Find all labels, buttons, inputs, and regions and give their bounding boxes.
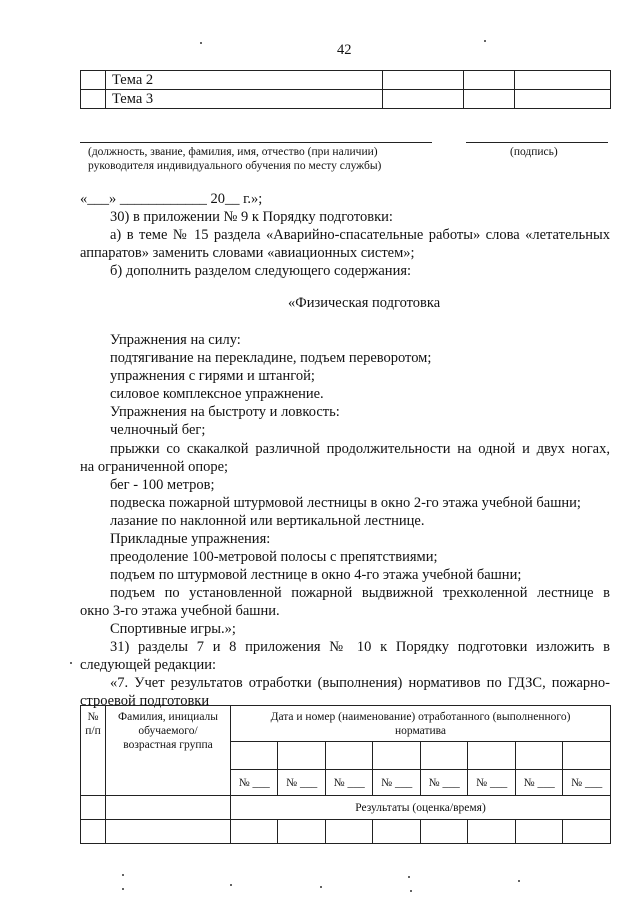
scan-speck [320,886,322,888]
list-item: лазание по наклонной или вертикальной лестнице. [110,513,425,529]
normative-number: № ___ [468,770,515,796]
table-cell [420,820,467,844]
date-line: «___» ____________ 20__ г.»; [80,191,263,207]
list-item: преодоление 100-метровой полосы с препятствиями; [110,549,438,565]
results-header: Результаты (оценка/время) [231,796,611,820]
signature-caption-1: (должность, звание, фамилия, имя, отчество (при наличии) [88,146,378,158]
table-cell [231,820,278,844]
normative-number: № ___ [515,770,562,796]
paragraph: а) в теме № 15 раздела «Аварийно-спасательные работы» слова «летательных [110,227,610,243]
paragraph: 30) в приложении № 9 к Порядку подготовки: [110,209,393,225]
table-cell [383,71,464,90]
scan-speck [484,40,486,42]
normative-number: № ___ [325,770,372,796]
table-row-label: Тема 3 [106,90,383,109]
list-item: 31) разделы 7 и 8 приложения № 10 к Порядку подготовки изложить в [110,639,610,655]
header-dates-l2: норматива [394,725,447,737]
table-cell [468,820,515,844]
table-cell [231,742,278,770]
normative-number: № ___ [563,770,611,796]
top-table [80,70,611,109]
normative-number: № ___ [278,770,325,796]
list-item: подвеска пожарной штурмовой лестницы в окно 2-го этажа учебной башни; [110,495,581,511]
section-title: «Физическая подготовка [288,295,441,311]
list-item: строевой подготовки [80,693,210,709]
signature-caption-2: руководителя индивидуального обучения по месту службы) [88,160,382,172]
list-item: «7. Учет результатов отработки (выполнения) нормативов по ГДЗС, пожарно- [110,675,610,691]
header-name [106,706,231,796]
list-item: челночный бег; [110,422,206,438]
normative-number: № ___ [420,770,467,796]
list-item: Спортивные игры.»; [110,621,236,637]
table-cell [81,90,106,109]
scan-speck [408,876,410,878]
list-item: подтягивание на перекладине, подъем переворотом; [110,350,432,366]
header-name-l3: возрастная группа [123,739,213,751]
table-cell [420,742,467,770]
list-item: следующей редакции: [80,657,217,673]
table-cell [81,71,106,90]
table-cell [515,71,611,90]
scan-speck [518,880,520,882]
table-cell [325,742,372,770]
table-cell [464,90,515,109]
list-item: упражнения с гирями и штангой; [110,368,315,384]
list-item: на ограниченной опоре; [80,459,229,475]
scan-speck [122,888,124,890]
list-item: Упражнения на быстроту и ловкость: [110,404,340,420]
table-cell [278,742,325,770]
table-cell [325,820,372,844]
header-name-l2: обучаемого/ [138,725,198,737]
list-item: силовое комплексное упражнение. [110,386,324,402]
table-cell [81,796,106,820]
table-cell [106,820,231,844]
table-row-label: Тема 2 [106,71,383,90]
list-item: Упражнения на силу: [110,332,241,348]
normative-number: № ___ [231,770,278,796]
table-cell [373,742,420,770]
signature-caption-right: (подпись) [510,146,558,158]
table-cell [563,742,611,770]
table-cell [464,71,515,90]
signature-name-line [80,142,432,143]
table-cell [515,90,611,109]
header-num-l1: № [87,711,99,723]
table-cell [278,820,325,844]
paragraph: б) дополнить разделом следующего содержания: [110,263,412,279]
header-name-l1: Фамилия, инициалы [118,711,218,723]
header-num-l2: п/п [85,725,101,737]
scan-speck [230,884,232,886]
table-cell [81,820,106,844]
table-cell [383,90,464,109]
normative-number: № ___ [373,770,420,796]
page-number: 42 [337,42,352,58]
header-dates-l1: Дата и номер (наименование) отработанного (выполненного) [270,711,571,723]
paragraph: аппаратов» заменить словами «авиационных систем»; [80,245,415,261]
list-item: подъем по установленной пожарной выдвижной трехколенной лестнице в [110,585,610,601]
header-dates [231,706,611,742]
list-item: Прикладные упражнения: [110,531,271,547]
results-table [80,705,611,844]
header-num [81,706,106,796]
scan-speck [410,890,412,892]
list-item: прыжки со скакалкой различной продолжительности на одной и двух ногах, [110,441,610,457]
table-cell [515,820,562,844]
scan-speck [122,874,124,876]
list-item: окно 3-го этажа учебной башни. [80,603,280,619]
scan-speck [70,662,72,664]
table-cell [468,742,515,770]
list-item: подъем по штурмовой лестнице в окно 4-го этажа учебной башни; [110,567,522,583]
table-cell [373,820,420,844]
scan-speck [200,42,202,44]
table-cell [563,820,611,844]
table-cell [515,742,562,770]
table-cell [106,796,231,820]
list-item: бег - 100 метров; [110,477,215,493]
signature-line [466,142,608,143]
